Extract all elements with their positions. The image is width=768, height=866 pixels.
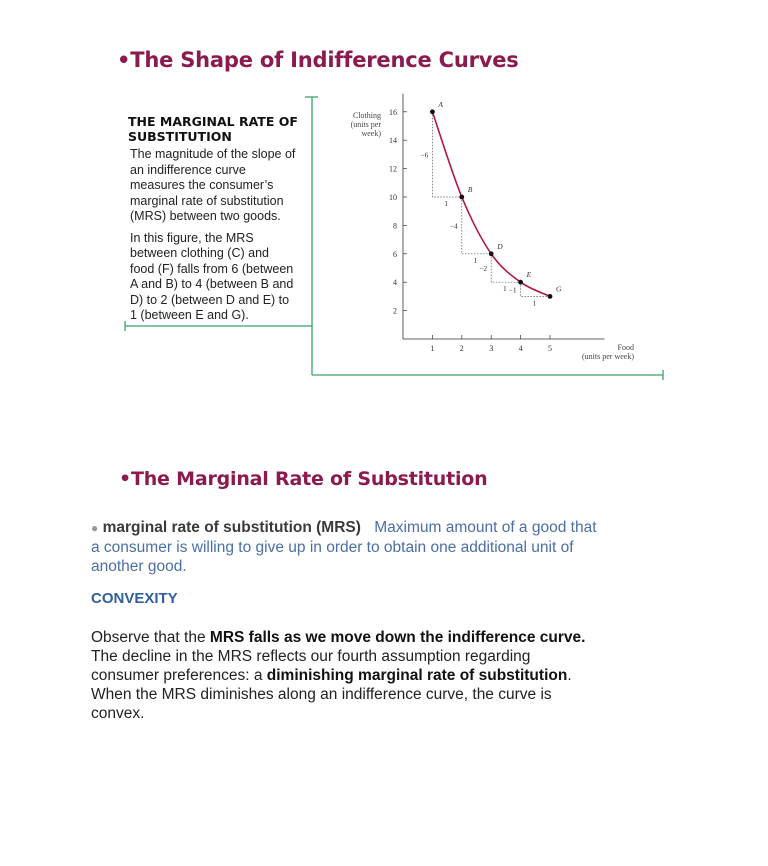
- definition-term: marginal rate of substitution (MRS): [102, 519, 361, 536]
- curve-point: [489, 251, 494, 256]
- step-dy-label: −6: [420, 150, 429, 160]
- y-tick-label: 2: [393, 306, 397, 316]
- convexity-paragraph: Observe that the MRS falls as we move down the indifference curve. The decline in the MRS reflects our fourth assumption regarding consumer preferences: a diminishing marginal rate of substitution. When the MRS diminishes along an indifference curve, the curve is convex.: [91, 629, 586, 722]
- x-tick-label: 5: [548, 344, 552, 353]
- x-tick-label: 4: [518, 344, 523, 353]
- bullet-icon: ●: [91, 521, 99, 535]
- convexity-heading: CONVEXITY: [91, 590, 178, 607]
- caption-paragraph-2: In this figure, the MRS between clothing (C) and food (F) falls from 6 (between A and B) to 4 (between B and D) to 2 (between D and E) to 1 (between E and G).: [130, 230, 294, 322]
- step-dx-label: 1: [532, 298, 537, 308]
- curve-point: [518, 280, 523, 285]
- section-heading-shape: •The Shape of Indifference Curves: [117, 48, 519, 72]
- caption-title: THE MARGINAL RATE OF SUBSTITUTION: [128, 114, 298, 144]
- point-label: A: [438, 99, 443, 109]
- point-label: E: [526, 270, 532, 280]
- definition-text: Maximum amount of a good that a consumer is willing to give up in order to obtain one additional unit of another good.: [91, 519, 597, 575]
- x-tick-label: 3: [489, 344, 494, 353]
- y-tick-label: 14: [389, 136, 397, 146]
- step-dy-label: −1: [508, 285, 517, 295]
- y-tick-label: 4: [393, 278, 397, 288]
- y-tick-label: 12: [389, 164, 397, 174]
- x-axis-label: (units per week): [582, 352, 634, 361]
- step-dx-label: 1: [503, 284, 507, 294]
- y-tick-label: 16: [389, 107, 397, 117]
- step-dx-label: 1: [444, 199, 448, 208]
- y-axis-label: (units per: [350, 120, 381, 129]
- caption-paragraph-1: The magnitude of the slope of an indifference curve measures the consumer’s marginal rate of substitution (MRS) between two goods.: [130, 147, 296, 223]
- indifference-curve: [432, 112, 550, 297]
- y-tick-label: 10: [389, 193, 397, 202]
- x-axis-label: Food: [617, 343, 634, 352]
- step-dy-label: −2: [479, 264, 488, 273]
- curve-point: [459, 195, 464, 200]
- x-tick-label: 2: [459, 344, 464, 353]
- section-heading-mrs: •The Marginal Rate of Substitution: [119, 468, 488, 490]
- mrs-definition: [91, 518, 601, 576]
- point-label: D: [497, 241, 503, 251]
- x-tick-label: 1: [430, 344, 435, 353]
- y-tick-label: 6: [393, 249, 397, 259]
- point-label: G: [556, 284, 562, 294]
- y-tick-label: 8: [393, 221, 397, 231]
- curve-point: [430, 109, 435, 114]
- point-label: B: [467, 185, 473, 194]
- step-dy-label: −4: [449, 221, 458, 231]
- mrs-step-guide: [491, 254, 520, 282]
- step-dx-label: 1: [473, 255, 478, 265]
- curve-point: [548, 294, 553, 299]
- y-axis-label: Clothing: [352, 111, 381, 120]
- y-axis-label: week): [361, 129, 381, 138]
